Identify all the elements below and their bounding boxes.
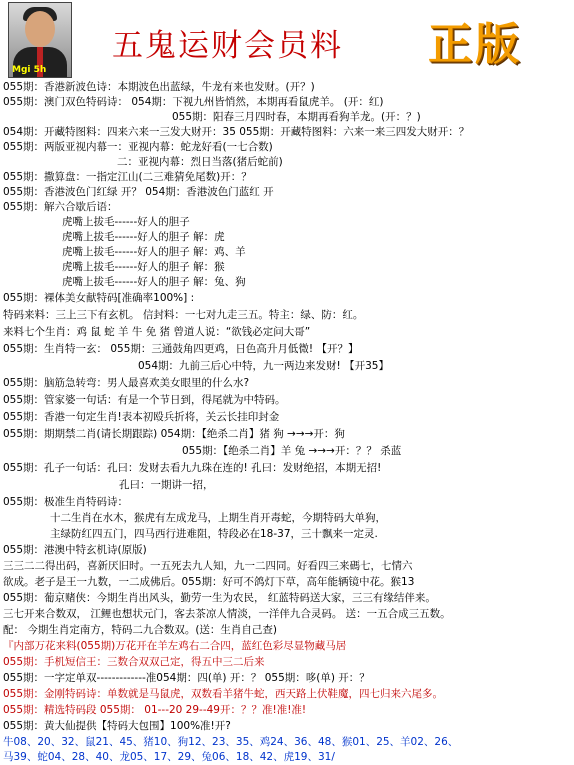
page-title: 五鬼运财会员料 [112, 28, 343, 64]
text-line: 孔曰：一期讲一招， [119, 479, 214, 491]
text-line: 欲成。老子是王一九数，一二成佛后。055期：好可不鸽灯下草，高年能辆镜中花。猴13 [3, 576, 415, 588]
text-line: 055期：手机短信王：三数合双双己定，得五中三二后来 [3, 656, 265, 668]
text-line: 虎嘴上拔毛------好人的胆子 解：鸡、羊 [62, 246, 246, 258]
portrait-photo [8, 2, 72, 78]
text-line: 055期：金刚特码诗：单数就是马鼠虎，双数看羊猪牛蛇，西天路上伏鞋魔，四七归来六尾多。 [3, 688, 444, 700]
text-line: 055期：精选特码段 055期： 01---20 29--49开：？？准!准!准! [3, 704, 307, 716]
text-line: 虎嘴上拔毛------好人的胆子 [62, 216, 190, 228]
photo-face [25, 11, 55, 47]
text-line: 055期：撒算盘：一指定江山(二三难猜免尾数)开：？ [3, 171, 252, 183]
text-line: 055期：阳春三月四时春，本期再看狗羊龙。(开：？) [172, 111, 421, 123]
text-line: 055期：港澳中特玄机诗(原版) [3, 544, 147, 556]
photo-logo: Mgi 5h [12, 65, 47, 75]
text-line: 来料七个生肖：鸡 鼠 蛇 羊 牛 免 猪 曾道人说：“欲钱必定问大哥” [3, 326, 311, 338]
official-badge: 正版 [428, 19, 522, 70]
text-line: 055期：一字定单双-------------准054期：四(单) 开：？ 055期：哆(单) 开：？ [3, 672, 370, 684]
text-line: 特码来料：三上三下有玄机。 信封料：一七对九走三五。特主：绿、防：红。 [3, 309, 364, 321]
text-line: 配： 今期生肖定南方，特码二九合数双。(送：生肖自己查) [3, 624, 278, 636]
text-line: 055期：解六合歇后语： [3, 201, 118, 213]
header [0, 0, 574, 78]
text-line: 055期：生肖特一玄： 055期：三通鼓角四更鸡，日色高升月低微! 【开？】 [3, 343, 359, 355]
text-line: 055期：孔子一句话：孔曰：发财去看九九珠在连的! 孔曰：发财绝招，本期无招! [3, 462, 382, 474]
text-line: 马39、蛇04、28、40、龙05、17、29、兔06、18、42、虎19、31/ [3, 751, 335, 763]
text-line: 055期：香港波色门红绿 开？ 054期：香港波色门蓝红 开 [3, 186, 274, 198]
text-line: 055期：期期禁二肖(请长期跟踪) 054期：【绝杀二肖】猪 狗 →→→开：狗 [3, 428, 345, 440]
text-line: 055期：两版亚视内幕一：亚视内幕：蛇龙好看(一七合数) [3, 141, 273, 153]
text-line: 055期：极准生肖特码诗： [3, 496, 129, 508]
text-line: 055期：葡京赌侠：今期生肖出风头，勤劳一生为农民， 红蓝特码送大家，三三有缘结伴来。 [3, 592, 436, 604]
text-line: 055期：香港一句定生肖!表本初殴兵折将，关云长挂印封金 [3, 411, 280, 423]
text-line: 055期：脑筋急转弯：男人最喜欢美女眼里的什么水? [3, 377, 250, 389]
text-line: 『内部万花来料(055期)万花开在羊左鸡右二合四，蓝红色彩尽显物藏马居 [3, 640, 347, 652]
text-line: 牛08、20、32、鼠21、45、猪10、狗12、23、35、鸡24、36、48、猴01、25、羊02、26、 [3, 736, 459, 748]
text-line: 二：亚视内幕：烈日当落(猪后蛇前) [117, 156, 283, 168]
text-line: 虎嘴上拔毛------好人的胆子 解：猴 [62, 261, 225, 273]
text-line: 054期：开藏特图料：四来六来一三发大财开：35 055期：开藏特图料：六来一来三四发大财开：？ [3, 126, 470, 138]
text-line: 三三二二得出码，喜新厌旧时。一五死去九人知，九一二四同。好看四三来碼七，七情六 [3, 560, 413, 572]
text-line: 虎嘴上拔毛------好人的胆子 解：兔、狗 [62, 276, 246, 288]
text-line: 055期：管家婆一句话：有是一个节日到，得尾就为中特码。 [3, 394, 286, 406]
text-line: 055期：【绝杀二肖】羊 兔 →→→开：？？ 杀蓝 [182, 445, 402, 457]
text-line: 055期：香港新波色诗：本期波色出蓝绿，牛龙有来也发财。(开？) [3, 81, 315, 93]
text-line: 055期：澳门双色特码诗： 054期：下视九州皆悄然，本期再看鼠虎羊。 (开：红) [3, 96, 384, 108]
text-line: 虎嘴上拔毛------好人的胆子 解：虎 [62, 231, 225, 243]
text-line: 主绿防红四五门，四马西行进难阻，特段必在18-37，三十飘来一定灵. [50, 528, 378, 540]
text-line: 055期：黄大仙提供【特码大包围】100%准!开? [3, 720, 231, 732]
text-line: 十二生肖在水木，猴虎有左成龙马，上期生肖开毒蛇，今期特码大单狗， [50, 512, 386, 524]
text-line: 055期：裸体美女献特码[准确率100%] : [3, 292, 195, 304]
text-line: 054期：九前三后心中特，九一两边来发财! 【开35】 [138, 360, 389, 372]
text-line: 三七开来合数双， 江鲤也想状元门，客去茶凉人情淡，一洋伴九合灵码。 送：一五合成三五数。 [3, 608, 451, 620]
